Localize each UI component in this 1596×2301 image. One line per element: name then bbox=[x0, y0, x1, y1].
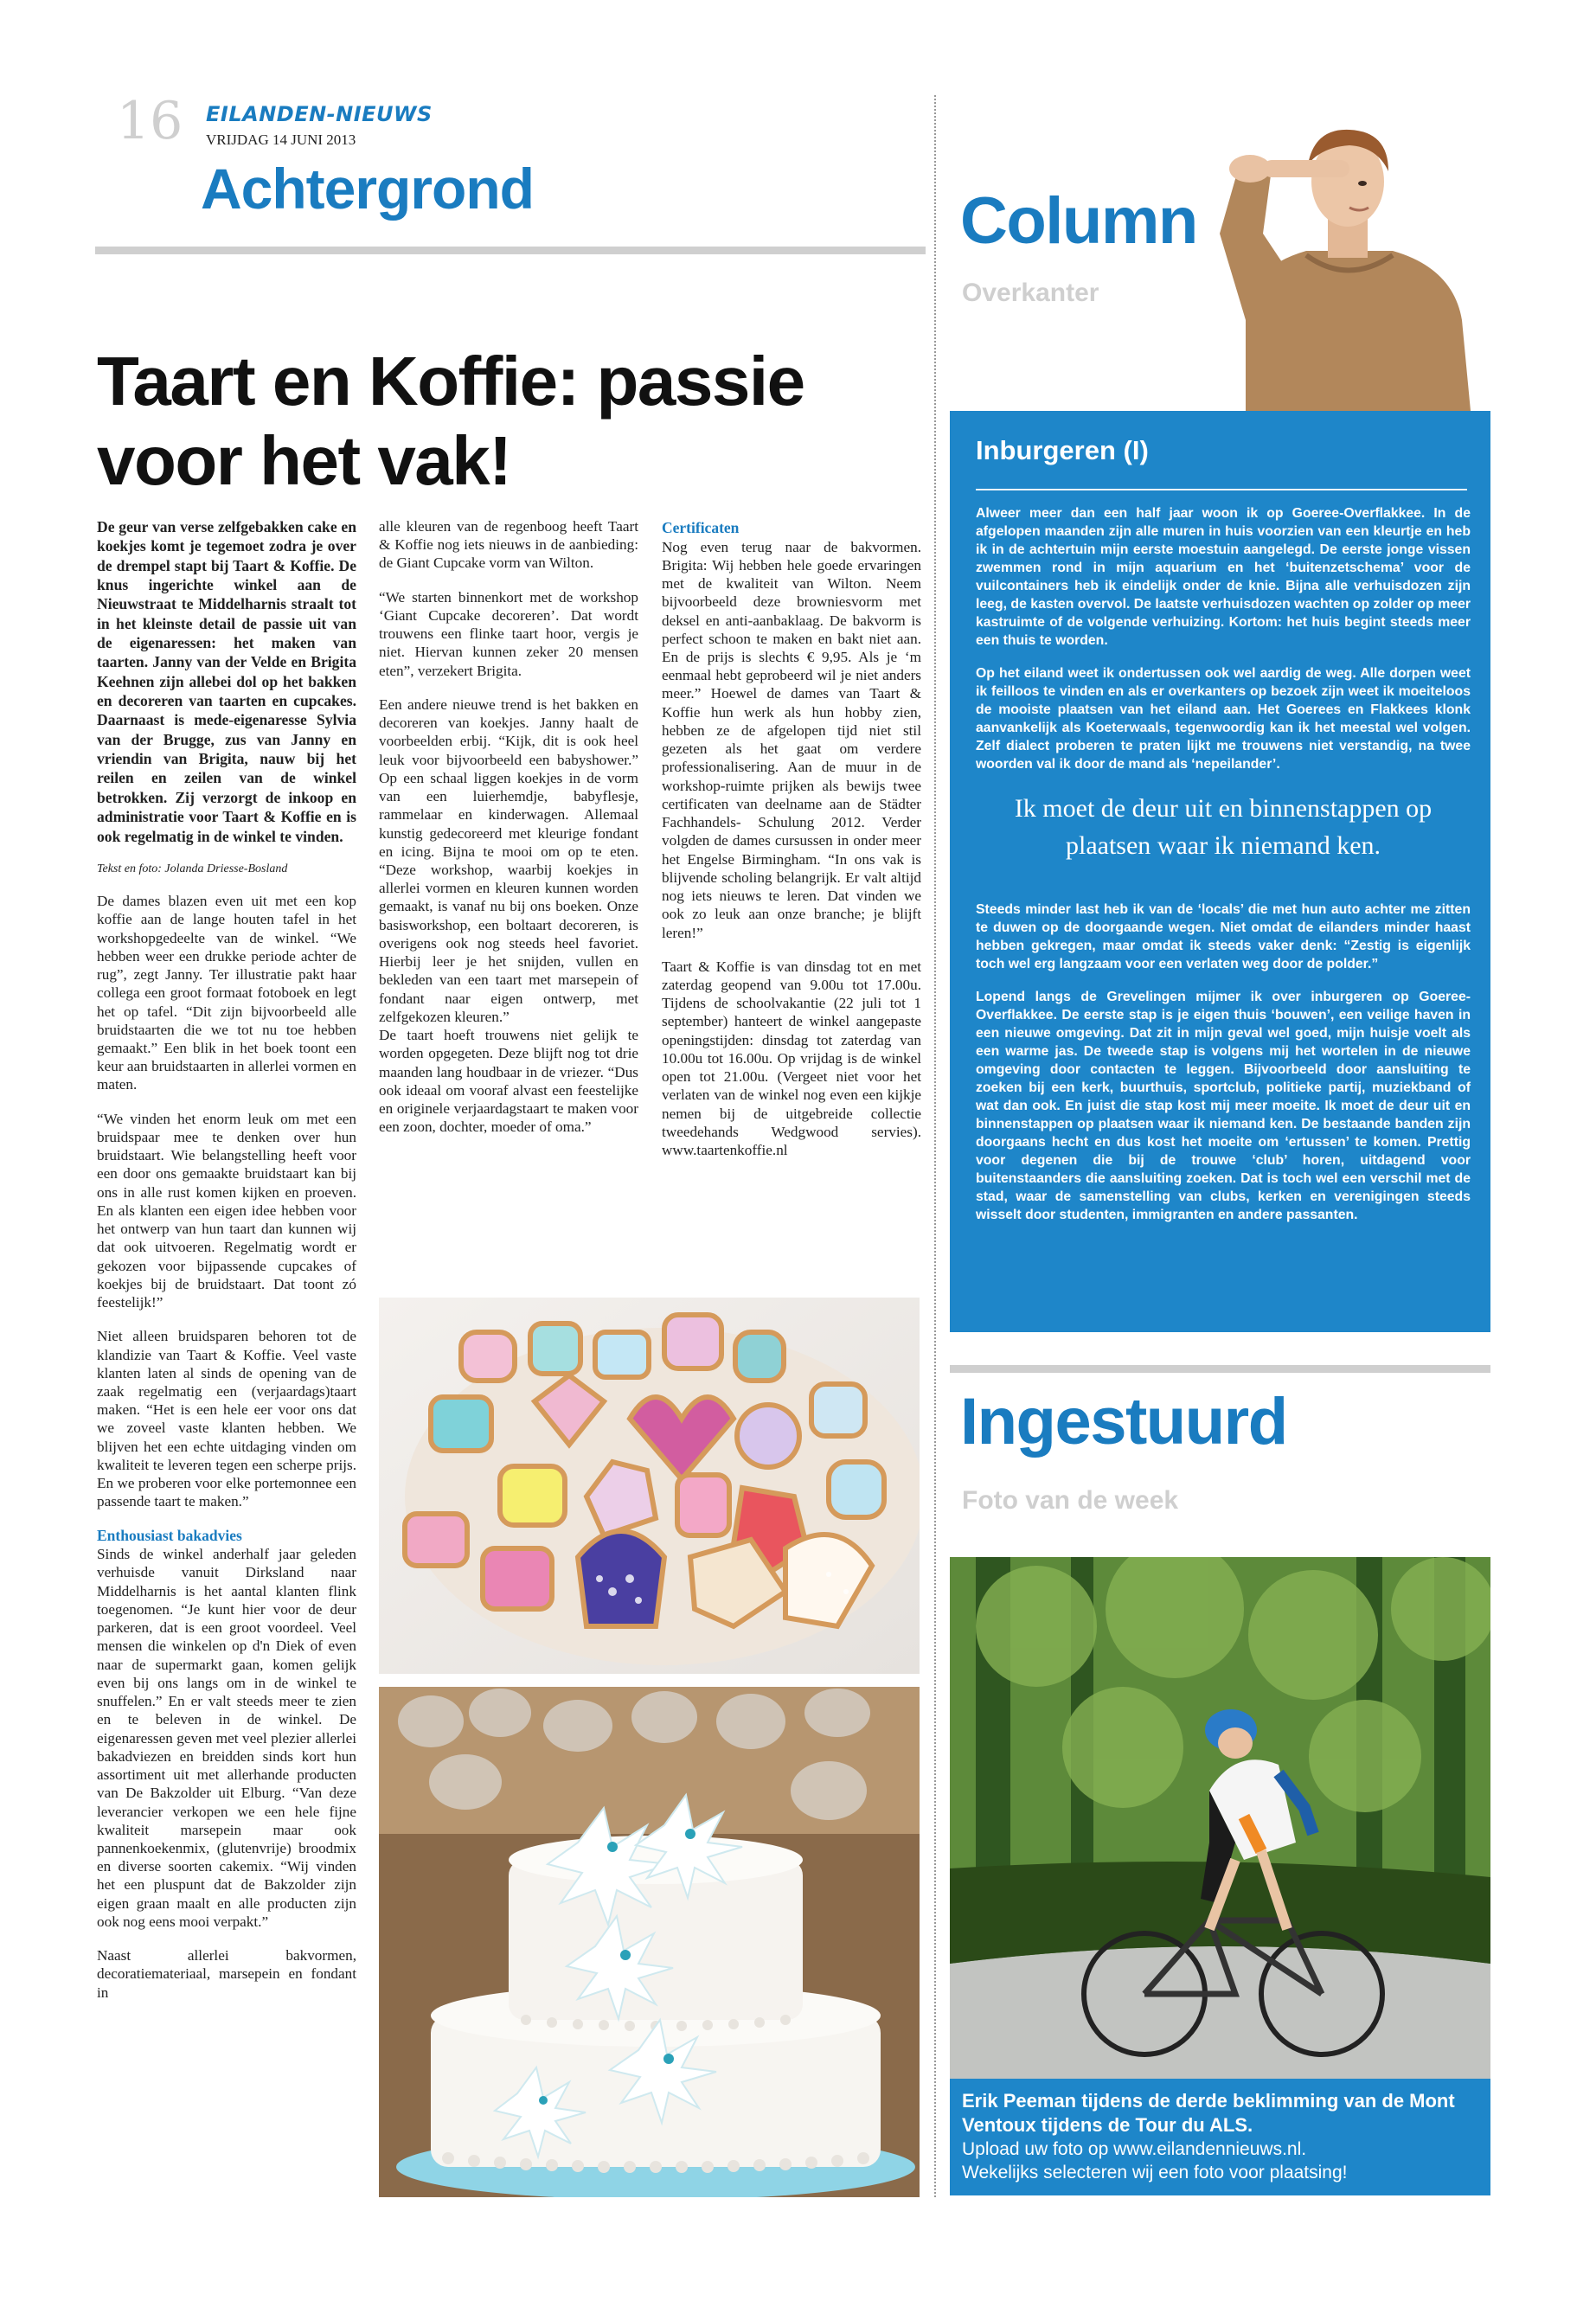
article-paragraph: Een andere nieuwe trend is het bakken en decoreren van koekjes. Janny haalt de voorbeelden erbij. “Kijk, dit is ook heel leuk voor bijvoorbeeld een babyshower.” Op een schaal liggen koekjes in de vorm van een luierhemdje, babyflesje, rammelaar en kinderwagen. Allemaal kunstig gedecoreerd met kleurige fondant en icing. Bijna te mooi om op te eten. “Deze workshop, waarbij koekjes in allerlei vormen en kleuren kunnen worden gemaakt, is vanaf nu bij ons boeken. Onze basisworkshop, een boltaart decoreren, is overigens ook nog steeds heel favoriet. Hierbij leer je het snijden, vullen en bekleden van een taart met marsepein of fondant naar eigen ontwerp, met zelfgekozen kleuren.” bbox=[379, 695, 638, 1025]
column-paragraph: Lopend langs de Grevelingen mijmer ik over inburgeren op Goeree-Overflakkee. De eerste stap is je eigen thuis ‘bouwen’, een veilige haven in een nieuwe omgeving. Dat zit in mijn geval wel goed, mijn huisje voelt als een warme jas. De tweede stap is volgens mij het wortelen in de nieuwe omgeving door contacten te leggen. Bijvoorbeeld door aansluiting te zoeken bij een kerk, buurthuis, sportclub, politieke partij, muziekband of wat dan ook. En juist die stap kost mij meer moeite. Ik moet de deur uit en binnenstappen op plaatsen waar ik niemand ken. De bestaande banden zijn doorgaans hecht en dus kost het moeite om ‘ertussen’ te komen. Prettig voor degenen die bij de trouwe ‘club’ horen, uitdagend voor buitenstaanders die aansluiting zoeken. Dat is toch wel een verschil met de stad, waar de samenstelling van clubs, kerken en verenigingen steeds wisselt door studenten, immigranten en andere passanten. bbox=[976, 990, 1471, 1223]
section-rule bbox=[95, 247, 926, 254]
article-paragraph: “We starten binnenkort met de workshop ‘Giant Cupcake decoreren’. Dat wordt trouwens een flinke taart hoor, vergis je niet. Hiervan kunnen zeker 20 mensen eten”, verzekert Brigita. bbox=[379, 588, 638, 679]
article-paragraph: alle kleuren van de regenboog heeft Taart & Koffie nog iets nieuws in de aanbieding: de Giant Cupcake vorm van Wilton. bbox=[379, 518, 638, 572]
article-column-2 bbox=[379, 517, 638, 1152]
column-title: Inburgeren (I) bbox=[976, 435, 1149, 465]
masthead-logo: EILANDEN-NIEUWS bbox=[206, 102, 433, 126]
article-paragraph: Nog even terug naar de bakvormen. Brigita: Wij hebben hele goede ervaringen met de kwaliteit van Wilton. Neem bijvoorbeeld deze browniesvorm met deksel en anti-aanbaklaag. De bakvorm is perfect schoon te maken en bakt niet aan. En de prijs is slechts € 9,95. Als je ‘m eenmaal hebt geprobeerd wil je niet anders meer.” Hoewel de dames van Taart & Koffie hun werk als hun hobby zien, hebben ze de afgelopen tijd niet stil gezeten als het gaat om verdere professionalisering. Aan de muur in de workshop-ruimte prijken als bewijs twee certificaten van deelname aan de Städter Fachhandels- Schulung 2012. Verder volgden de dames cursussen in onder meer het Engelse Birmingham. “In ons vak is blijvende scholing belangrijk. Er valt altijd nog iets nieuws te leren. Dat vinden we ook zo leuk aan onze branche; je blijft leren!” bbox=[662, 538, 921, 941]
column-paragraph: Op het eiland weet ik ondertussen ook wel aardig de weg. Alle dorpen weet ik feilloos te vinden en als er overkanters op bezoek zijn weet ik moeiteloos de mooiste plaatsen van het eiland aan. Het Goerees en Flakkees klonk aanvankelijk als Koeterwaals, tegenwoordig kan ik het meestal wel volgen. Zelf dialect proberen te praten lijkt me trouwens niet verstandig, na twee woorden val ik door de mand als ‘nepeilander’. bbox=[976, 666, 1471, 772]
page-number: 16 bbox=[117, 91, 183, 151]
article-paragraph: “We vinden het enorm leuk om met een bruidspaar mee te denken over hun bruidstaart. Wie belangstelling heeft voor een door ons gemaakte bruidstaart kan bij ons in alle rust komen kijken en proeven. En als klanten een eigen idee hebben voor het ontwerp van hun taart dan kunnen wij dat ook uitvoeren. Regelmatig wordt er gekozen voor bijpassende cupcakes of koekjes bij de bruidstaart. Dat toont zó feestelijk!” bbox=[97, 1110, 356, 1311]
column-pull-quote: Ik moet de deur uit en binnenstappen op plaatsen waar ik niemand ken. bbox=[1014, 794, 1433, 860]
caption-selection-line: Wekelijks selecteren wij een foto voor plaatsing! bbox=[962, 2163, 1348, 2183]
cyclist-photo bbox=[950, 1557, 1490, 2085]
article-paragraph: Taart & Koffie is van dinsdag tot en met zaterdag geopend van 9.00u tot 17.00u. Tijdens de schoolvakantie (22 juli tot 1 september) hanteert de winkel aangepaste openingstijden: dinsdag tot zaterdag van 10.00u tot 16.00u. Op vrijdag is de winkel open tot 21.00u. (Vergeet niet voor het verlaten van de winkel nog even een kijkje nemen bij de uitgebreide collectie tweedehands Wedgwood servies). www.taartenkoffie.nl bbox=[662, 958, 921, 1159]
column-paragraph: Alweer meer dan een half jaar woon ik op Goeree-Overflakkee. In de afgelopen maanden zijn alle muren in huis voorzien van een kleurtje en heb ik in de achtertuin mijn eerste moestuin aangelegd. De eerste jonge vissen zwemmen rond in mijn aquarium en het ‘buitenzetschema’ voor de vuilcontainers heb ik eindelijk onder de knie. Bijna alle verhuisdozen zijn leeg, de kasten overvol. De laatste verhuisdozen wachten op zolder op meer kastruimte of de volgende verhuizing. Kortom: het huis begint steeds meer een thuis te worden. bbox=[976, 506, 1471, 648]
column-box bbox=[950, 411, 1490, 1332]
column-subsection: Overkanter bbox=[962, 279, 1099, 307]
columnist-portrait bbox=[1211, 121, 1490, 411]
article-column-3 bbox=[662, 517, 921, 1175]
column-title-rule bbox=[976, 489, 1467, 490]
article-credit: Tekst en foto: Jolanda Driesse-Bosland bbox=[97, 862, 288, 875]
ingestuurd-subsection: Foto van de week bbox=[962, 1486, 1179, 1515]
article-paragraph: De dames blazen even uit met een kop koffie aan de lange houten tafel in het workshopgedeelte van de winkel. “We hebben weer een drukke periode achter de rug”, zegt Janny. Ter illustratie pakt haar collega een groot formaat fotoboek en legt het op tafel. “Dit zijn bijvoorbeeld alle bruidstaarten die we tot nu toe hebben gemaakt.” Een blik in het boek toont een keur aan bruidstaarten in allerlei vormen en maten. bbox=[97, 893, 356, 1093]
column-body bbox=[976, 504, 1471, 1239]
section-title-achtergrond: Achtergrond bbox=[201, 157, 534, 221]
section-title-column: Column bbox=[960, 184, 1197, 258]
column-paragraph: Steeds minder last heb ik van de ‘locals’ die met hun auto achter me zitten te duwen op de doorgaande wegen. Niet omdat de eilanders minder haast hebben gekregen, maar omdat ik steeds vaker denk: “Zestig is eigenlijk toch wel erg langzaam voor een verlaten weg door de polder.” bbox=[976, 902, 1471, 972]
article-subhead: Certificaten bbox=[662, 519, 740, 536]
photo-caption bbox=[950, 2079, 1490, 2195]
cookies-photo bbox=[379, 1298, 920, 1674]
publication-date: VRIJDAG 14 JUNI 2013 bbox=[206, 131, 356, 148]
caption-title: Erik Peeman tijdens de derde beklimming van de Mont Ventoux tijdens de Tour du ALS. bbox=[962, 2090, 1455, 2136]
article-paragraph: De taart hoeft trouwens niet gelijk te worden opgegeten. Deze blijft nog tot drie maanden lang houdbaar in de vriezer. “Dus ook ideaal om vooraf alvast een feestelijke en originele verjaardagstaart te maken voor een zoon, dochter, moeder of oma.” bbox=[379, 1027, 638, 1136]
article-headline: Taart en Koffie: passie voor het vak! bbox=[97, 343, 804, 499]
column-divider bbox=[934, 95, 936, 2197]
wedding-cake-photo bbox=[379, 1687, 920, 2197]
caption-upload-line: Upload uw foto op www.eilandennieuws.nl. bbox=[962, 2138, 1307, 2159]
article-paragraph: Sinds de winkel anderhalf jaar geleden verhuisde vanuit Dirksland naar Middelharnis is het aantal klanten flink toegenomen. “Je kunt hier voor de deur parkeren, dat is een groot voordeel. Veel mensen die winkelen op d'n Diek of even naar de supermarkt gaan, komen gelijk even bij ons langs om in de winkel te snuffelen.” En er valt steeds meer te zien en te beleven in de winkel. De eigenaressen geven met veel plezier allerlei bakadviezen en breidden sinds kort hun assortiment uit met allerhande producten van De Bakzolder uit Elburg. “Van deze leverancier verkopen we een hele fijne kwaliteit marsepein maar ook pannenkoekenmix, (glutenvrije) broodmix en diverse soorten cakemix. “Wij vinden het een pluspunt dat de Bakzolder zijn eigen graan maalt en alle producten zijn ook nog eens mooi verpakt.” bbox=[97, 1546, 356, 1930]
article-paragraph: Naast allerlei bakvormen, decoratiemateriaal, marsepein en fondant in bbox=[97, 1947, 356, 2001]
section-rule bbox=[950, 1365, 1490, 1373]
article-lead: De geur van verse zelfgebakken cake en koekjes komt je tegemoet zodra je over de drempel stapt bij Taart & Koffie. De knus ingerichte winkel aan de Nieuwstraat te Middelharnis straalt tot in het kleinste detail de passie uit van de eigenaressen: het maken van taarten. Janny van der Velde en Brigita Keehnen zijn allebei dol op het bakken en decoreren van taarten en cupcakes. Daarnaast is mede-eigenaresse Sylvia van der Brugge, zus van Janny en vriendin van Brigita, nauw bij het reilen en zeilen van de winkel betrokken. Zij verzorgt de inkoop en administratie voor Taart & Koffie en is ook regelmatig in de winkel te vinden. bbox=[97, 518, 356, 845]
article-paragraph: Niet alleen bruidsparen behoren tot de klandizie van Taart & Koffie. Veel vaste klanten laten al sinds de opening van de zaak regelmatig een (verjaardags)taart maken. “Het is een hele eer voor ons dat we zoveel vaste klanten hebben. We blijven het een echte uitdaging vinden om kwaliteit te leveren tegen een scherpe prijs. En we proberen voor elke portemonnee een passende taart te maken.” bbox=[97, 1328, 356, 1510]
article-column-1 bbox=[97, 517, 356, 2002]
section-title-ingestuurd: Ingestuurd bbox=[960, 1385, 1287, 1458]
article-subhead: Enthousiast bakadvies bbox=[97, 1526, 242, 1544]
